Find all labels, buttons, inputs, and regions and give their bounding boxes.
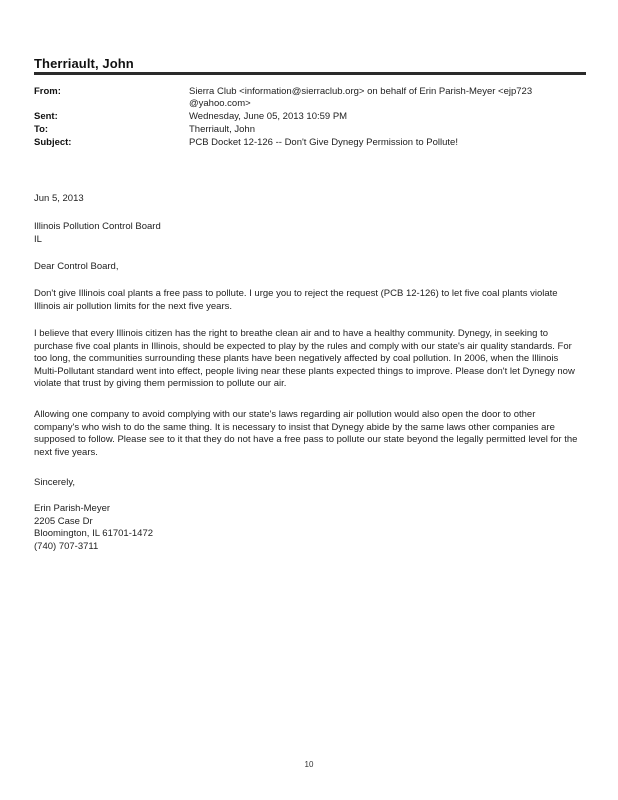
subject-value: PCB Docket 12-126 -- Don't Give Dynegy Permission to Pollute! [189, 137, 458, 148]
body-paragraph-1: Don't give Illinois coal plants a free pass to pollute. I urge you to reject the request (PCB 12-126) to let five coal plants violate Illinois air pollution limits for the next five years. [34, 288, 558, 312]
signature-address: 2205 Case Dr [34, 515, 93, 527]
to-value: Therriault, John [189, 124, 256, 135]
recipient-block [34, 221, 580, 246]
salutation: Dear Control Board, [34, 261, 119, 272]
subject-row [34, 137, 586, 149]
printout-owner-name: Therriault, John [34, 56, 134, 71]
to-label: To: [34, 124, 49, 135]
signature-phone: (740) 707-3711 [34, 540, 99, 552]
closing: Sincerely, [34, 477, 76, 488]
signature-block [34, 503, 580, 553]
from-label: From: [34, 86, 61, 97]
message-date: Jun 5, 2013 [34, 193, 84, 204]
header-divider [34, 72, 586, 75]
body-paragraph-3: Allowing one company to avoid complying with our state's laws regarding air pollution would also open the door to other company's who wish to do the same thing. It is necessary to insist that Dynegy abide by the same laws other companies are supposed to follow. Please see to it that they do not have a free pass to pollute our state beyond the legally permitted level for the next five years. [34, 409, 578, 458]
subject-label: Subject: [34, 137, 72, 148]
recipient-line: IL [34, 233, 42, 245]
signature-address: Bloomington, IL 61701-1472 [34, 528, 154, 540]
page-number: 10 [304, 760, 314, 769]
signature-name: Erin Parish-Meyer [34, 503, 111, 514]
from-value: Sierra Club <information@sierraclub.org> on behalf of Erin Parish-Meyer <ejp723 @yahoo.com> [189, 86, 533, 109]
sent-row [34, 111, 586, 123]
sent-value: Wednesday, June 05, 2013 10:59 PM [189, 111, 348, 122]
to-row [34, 124, 586, 136]
body-paragraph-2: I believe that every Illinois citizen has the right to breathe clean air and to have a healthy community. Dynegy, in seeking to purchase five coal plants in Illinois, should be expected to play by the rules and comply with our state's air quality standards. For too long, the communities surrounding these plants have been negatively affected by coal pollution. In 2006, when the Illinois Multi-Pollutant standard went into effect, people living near these plants expected things to improve. Please don't let Dynegy now violate that trust by giving them permission to pollute our air. [34, 328, 575, 390]
recipient-line: Illinois Pollution Control Board [34, 221, 161, 232]
sent-label: Sent: [34, 111, 58, 122]
from-row [34, 86, 586, 110]
